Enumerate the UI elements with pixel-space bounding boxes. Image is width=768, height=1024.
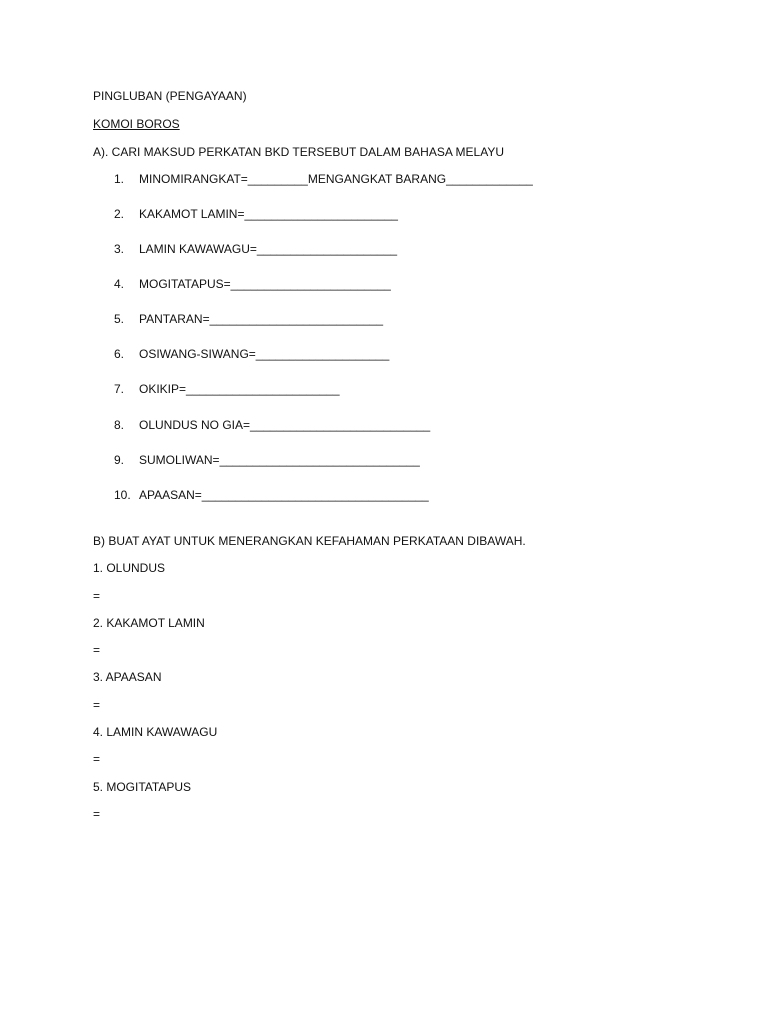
list-item-text: PANTARAN=__________________________: [139, 312, 384, 326]
answer-line: =: [93, 807, 101, 821]
worksheet-header: PINGLUBAN (PENGAYAAN): [93, 89, 247, 103]
list-item-number: 5.: [114, 312, 125, 326]
list-item-number: 9.: [114, 453, 125, 467]
question-label: 2. KAKAMOT LAMIN: [93, 616, 205, 630]
list-item-number: 1.: [114, 172, 125, 186]
list-item-text: KAKAMOT LAMIN=_______________________: [139, 207, 398, 221]
list-item-text: APAASAN=__________________________________: [139, 488, 429, 502]
question-label: 4. LAMIN KAWAWAGU: [93, 725, 218, 739]
list-item-number: 4.: [114, 277, 125, 291]
list-item-number: 10.: [114, 488, 131, 502]
list-item-number: 6.: [114, 347, 125, 361]
section-b-heading: B) BUAT AYAT UNTUK MENERANGKAN KEFAHAMAN PERKATAAN DIBAWAH.: [93, 534, 526, 548]
list-item-number: 7.: [114, 382, 125, 396]
list-item-number: 2.: [114, 207, 125, 221]
list-item-text: SUMOLIWAN=______________________________: [139, 453, 420, 467]
list-item-text: OLUNDUS NO GIA=___________________________: [139, 418, 431, 432]
question-label: 3. APAASAN: [93, 670, 162, 684]
worksheet-subtitle: KOMOI BOROS: [93, 117, 180, 131]
answer-line: =: [93, 589, 101, 603]
question-label: 1. OLUNDUS: [93, 561, 166, 575]
list-item-text: MOGITATAPUS=________________________: [139, 277, 391, 291]
section-a-heading: A). CARI MAKSUD PERKATAN BKD TERSEBUT DALAM BAHASA MELAYU: [93, 145, 504, 159]
list-item-number: 8.: [114, 418, 125, 432]
list-item-text: OKIKIP=_______________________: [139, 382, 340, 396]
question-label: 5. MOGITATAPUS: [93, 780, 192, 794]
answer-line: =: [93, 698, 101, 712]
list-item-text: LAMIN KAWAWAGU=_____________________: [139, 242, 398, 256]
list-item-number: 3.: [114, 242, 125, 256]
answer-line: =: [93, 643, 101, 657]
list-item-text: OSIWANG-SIWANG=____________________: [139, 347, 390, 361]
list-item-text: MINOMIRANGKAT=_________MENGANGKAT BARANG_____________: [139, 172, 533, 186]
answer-line: =: [93, 752, 101, 766]
